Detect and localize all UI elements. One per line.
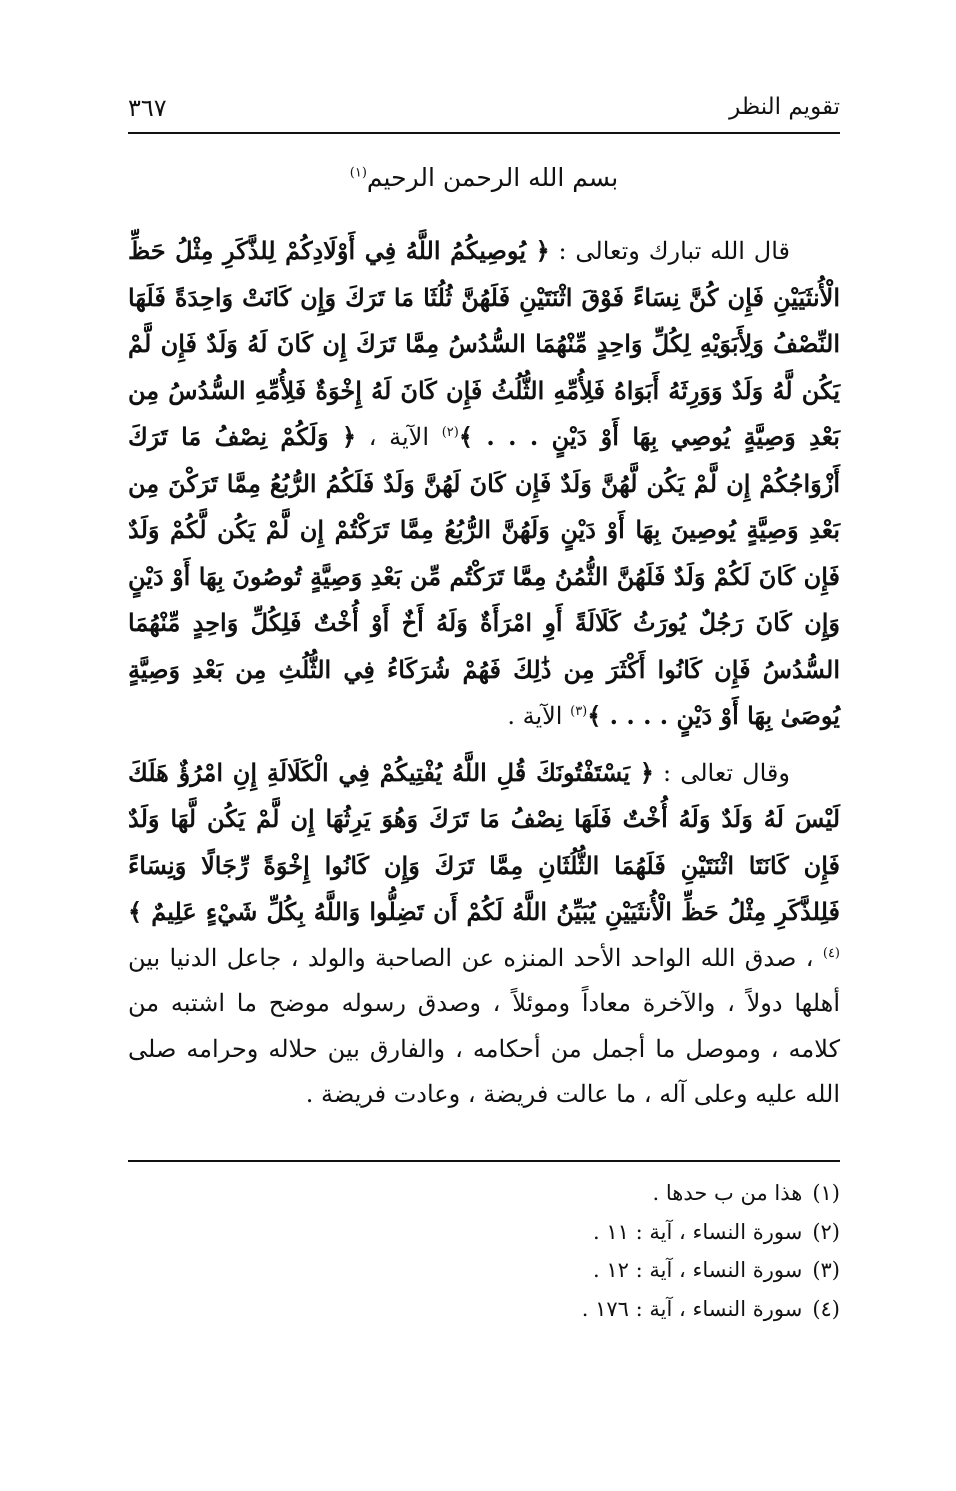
main-text bbox=[128, 228, 840, 1118]
footnote-ref: (٤) bbox=[822, 945, 840, 961]
paragraph bbox=[128, 228, 840, 740]
footnote-text: سورة النساء ، آية : ١١ . bbox=[593, 1219, 803, 1244]
paragraph bbox=[128, 750, 840, 1118]
footnote-text: سورة النساء ، آية : ١٧٦ . bbox=[581, 1296, 803, 1321]
footnote-number: (٣) bbox=[812, 1258, 840, 1282]
footnote-separator bbox=[128, 1160, 840, 1162]
basmala-heading bbox=[128, 163, 840, 192]
running-title: تقويم النظر bbox=[729, 94, 840, 120]
footnote-item bbox=[128, 1176, 840, 1215]
footnote-ref: (١) bbox=[349, 165, 367, 181]
footnote-ref: (٢) bbox=[441, 425, 459, 440]
paragraph-tail: ، صدق الله الواحد الأحد المنزه عن الصاحبة والولد ، جاعل الدنيا بين أهلها دولاً ، والآخرة معاداً وموئلاً ، وصدق رسوله موضح ما اشتبه من كلامه ، وموصل ما أجمل من أحكامه ، والفارق بين حلاله وحرامه صلى الله عليه وعلى آله ، ما عالت فريضة ، وعادت فريضة . bbox=[128, 943, 840, 1108]
verse-connector: الآية ، bbox=[356, 423, 442, 451]
footnote-item bbox=[128, 1253, 840, 1292]
paragraph-tail: الآية . bbox=[507, 702, 571, 730]
footnote-ref: (٣) bbox=[570, 704, 588, 719]
basmala-text: بسم الله الرحمن الرحيم bbox=[366, 163, 619, 192]
paragraph-intro: قال الله تبارك وتعالى : bbox=[549, 237, 790, 265]
footnote-item bbox=[128, 1292, 840, 1331]
footnote-text: سورة النساء ، آية : ١٢ . bbox=[593, 1258, 803, 1282]
paragraph-intro: وقال تعالى : bbox=[653, 758, 790, 787]
footnote-number: (٢) bbox=[812, 1219, 840, 1244]
footnote-number: (١) bbox=[812, 1181, 840, 1205]
quran-verse: ﴿ يُوصِيكُمُ اللَّهُ فِي أَوْلَادِكُمْ لِلذَّكَرِ مِثْلُ حَظِّ الْأُنثَيَيْنِ فَإِن كُنَّ نِسَاءً فَوْقَ اثْنَتَيْنِ فَلَهُنَّ ثُلُثَا مَا تَرَكَ وَإِن كَانَتْ وَاحِدَةً فَلَهَا النِّصْفُ وَلِأَبَوَيْهِ لِكُلِّ وَاحِدٍ مِّنْهُمَا السُّدُسُ مِمَّا تَرَكَ إِن كَانَ لَهُ وَلَدٌ فَإِن لَّمْ يَكُن لَّهُ وَلَدٌ وَوَرِثَهُ أَبَوَاهُ فَلِأُمِّهِ الثُّلُثُ فَإِن كَانَ لَهُ إِخْوَةٌ فَلِأُمِّهِ السُّدُسُ مِن بَعْدِ وَصِيَّةٍ يُوصِي بِهَا أَوْ دَيْنٍ . . . ﴾ bbox=[128, 236, 840, 451]
quran-verse: ﴿ وَلَكُمْ نِصْفُ مَا تَرَكَ أَزْوَاجُكُمْ إِن لَّمْ يَكُن لَّهُنَّ وَلَدٌ فَإِن كَانَ لَهُنَّ وَلَدٌ فَلَكُمُ الرُّبُعُ مِمَّا تَرَكْنَ مِن بَعْدِ وَصِيَّةٍ يُوصِينَ بِهَا أَوْ دَيْنٍ وَلَهُنَّ الرُّبُعُ مِمَّا تَرَكْتُمْ إِن لَّمْ يَكُن لَّكُمْ وَلَدٌ فَإِن كَانَ لَكُمْ وَلَدٌ فَلَهُنَّ الثُّمُنُ مِمَّا تَرَكْتُم مِّن بَعْدِ وَصِيَّةٍ تُوصُونَ بِهَا أَوْ دَيْنٍ وَإِن كَانَ رَجُلٌ يُورَثُ كَلَالَةً أَوِ امْرَأَةٌ وَلَهُ أَخٌ أَوْ أُخْتٌ فَلِكُلِّ وَاحِدٍ مِّنْهُمَا السُّدُسُ فَإِن كَانُوا أَكْثَرَ مِن ذَٰلِكَ فَهُمْ شُرَكَاءُ فِي الثُّلُثِ مِن بَعْدِ وَصِيَّةٍ يُوصَىٰ بِهَا أَوْ دَيْنٍ . . . . ﴾ bbox=[128, 422, 840, 730]
footnote-number: (٤) bbox=[812, 1296, 840, 1321]
page-header bbox=[128, 92, 840, 134]
footnotes bbox=[128, 1176, 840, 1330]
page-number: ٣٦٧ bbox=[128, 94, 167, 122]
footnote-item bbox=[128, 1215, 840, 1254]
quran-verse: ﴿ يَسْتَفْتُونَكَ قُلِ اللَّهُ يُفْتِيكُمْ فِي الْكَلَالَةِ إِنِ امْرُؤٌ هَلَكَ لَيْسَ لَهُ وَلَدٌ وَلَهُ أُخْتٌ فَلَهَا نِصْفُ مَا تَرَكَ وَهُوَ يَرِثُهَا إِن لَّمْ يَكُن لَّهَا وَلَدٌ فَإِن كَانَتَا اثْنَتَيْنِ فَلَهُمَا الثُّلُثَانِ مِمَّا تَرَكَ وَإِن كَانُوا إِخْوَةً رِّجَالًا وَنِسَاءً فَلِلذَّكَرِ مِثْلُ حَظِّ الْأُنثَيَيْنِ يُبَيِّنُ اللَّهُ لَكُمْ أَن تَضِلُّوا وَاللَّهُ بِكُلِّ شَيْءٍ عَلِيمٌ ﴾ bbox=[128, 757, 841, 926]
footnote-text: هذا من ب حدها . bbox=[652, 1181, 803, 1205]
